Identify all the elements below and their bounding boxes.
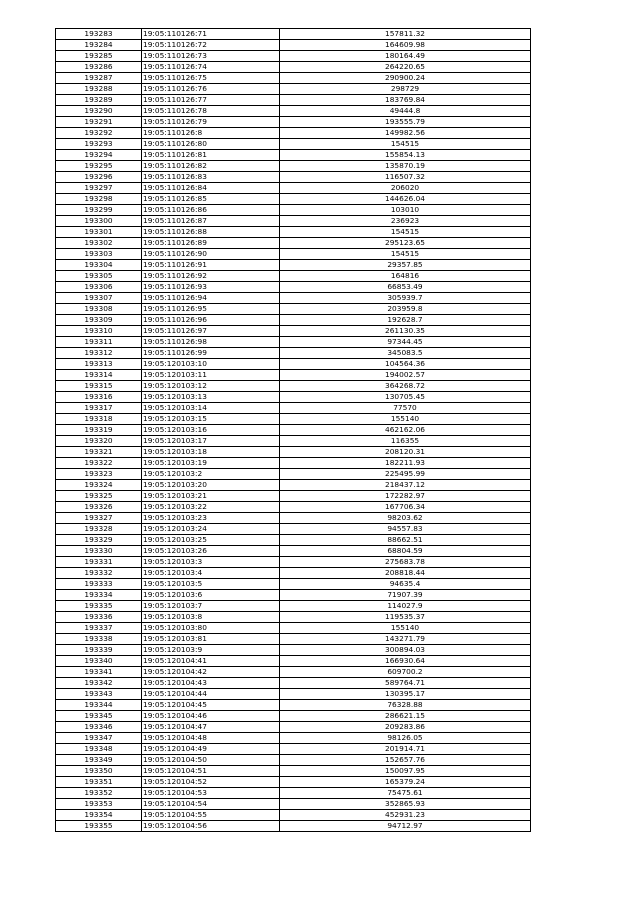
cadastral-number-cell: 19:05:120103:10	[142, 359, 280, 370]
cadastral-number-cell: 19:05:120103:13	[142, 392, 280, 403]
table-row	[56, 799, 531, 810]
value-cell: 135870.19	[280, 161, 531, 172]
value-cell: 94635.4	[280, 579, 531, 590]
cadastral-number-cell: 19:05:120104:54	[142, 799, 280, 810]
cadastral-number-cell: 19:05:110126:95	[142, 304, 280, 315]
table-row	[56, 249, 531, 260]
table-row	[56, 568, 531, 579]
cadastral-number-cell: 19:05:110126:82	[142, 161, 280, 172]
table-row	[56, 194, 531, 205]
cadastral-number-cell: 19:05:110126:91	[142, 260, 280, 271]
cadastral-number-cell: 19:05:120104:46	[142, 711, 280, 722]
cadastral-number-cell: 19:05:110126:96	[142, 315, 280, 326]
row-id-cell: 193334	[56, 590, 142, 601]
value-cell: 300894.03	[280, 645, 531, 656]
row-id-cell: 193296	[56, 172, 142, 183]
value-cell: 155854.13	[280, 150, 531, 161]
value-cell: 589764.71	[280, 678, 531, 689]
row-id-cell: 193293	[56, 139, 142, 150]
value-cell: 164609.98	[280, 40, 531, 51]
value-cell: 164816	[280, 271, 531, 282]
row-id-cell: 193338	[56, 634, 142, 645]
table-row	[56, 238, 531, 249]
value-cell: 130395.17	[280, 689, 531, 700]
value-cell: 206020	[280, 183, 531, 194]
cadastral-number-cell: 19:05:120103:18	[142, 447, 280, 458]
value-cell: 203959.8	[280, 304, 531, 315]
row-id-cell: 193348	[56, 744, 142, 755]
row-id-cell: 193305	[56, 271, 142, 282]
row-id-cell: 193304	[56, 260, 142, 271]
table-row	[56, 513, 531, 524]
table-row	[56, 689, 531, 700]
cadastral-number-cell: 19:05:120103:12	[142, 381, 280, 392]
row-id-cell: 193303	[56, 249, 142, 260]
table-row	[56, 590, 531, 601]
table-row	[56, 788, 531, 799]
table-row	[56, 392, 531, 403]
table-row	[56, 106, 531, 117]
table-row	[56, 150, 531, 161]
cadastral-number-cell: 19:05:120103:11	[142, 370, 280, 381]
value-cell: 154515	[280, 227, 531, 238]
cadastral-number-cell: 19:05:110126:8	[142, 128, 280, 139]
row-id-cell: 193340	[56, 656, 142, 667]
cadastral-number-cell: 19:05:110126:75	[142, 73, 280, 84]
value-cell: 305939.7	[280, 293, 531, 304]
value-cell: 208818.44	[280, 568, 531, 579]
table-row	[56, 348, 531, 359]
table-row	[56, 502, 531, 513]
table-row	[56, 656, 531, 667]
row-id-cell: 193353	[56, 799, 142, 810]
value-cell: 462162.06	[280, 425, 531, 436]
table-row	[56, 821, 531, 832]
row-id-cell: 193347	[56, 733, 142, 744]
row-id-cell: 193327	[56, 513, 142, 524]
value-cell: 182211.93	[280, 458, 531, 469]
table-row	[56, 766, 531, 777]
value-cell: 157811.32	[280, 29, 531, 40]
cadastral-number-cell: 19:05:110126:79	[142, 117, 280, 128]
value-cell: 103010	[280, 205, 531, 216]
row-id-cell: 193313	[56, 359, 142, 370]
value-cell: 154515	[280, 139, 531, 150]
value-cell: 130705.45	[280, 392, 531, 403]
table-row	[56, 315, 531, 326]
cadastral-number-cell: 19:05:110126:93	[142, 282, 280, 293]
cadastral-number-cell: 19:05:110126:94	[142, 293, 280, 304]
table-row	[56, 557, 531, 568]
value-cell: 298729	[280, 84, 531, 95]
cadastral-number-cell: 19:05:120104:53	[142, 788, 280, 799]
table-row	[56, 733, 531, 744]
value-cell: 183769.84	[280, 95, 531, 106]
table-row	[56, 546, 531, 557]
cadastral-number-cell: 19:05:110126:71	[142, 29, 280, 40]
table-row	[56, 623, 531, 634]
cadastral-number-cell: 19:05:120103:8	[142, 612, 280, 623]
row-id-cell: 193307	[56, 293, 142, 304]
value-cell: 75475.61	[280, 788, 531, 799]
cadastral-number-cell: 19:05:110126:72	[142, 40, 280, 51]
value-cell: 152657.76	[280, 755, 531, 766]
value-cell: 116355	[280, 436, 531, 447]
cadastral-number-cell: 19:05:120103:19	[142, 458, 280, 469]
value-cell: 261130.35	[280, 326, 531, 337]
data-table	[55, 28, 531, 832]
row-id-cell: 193333	[56, 579, 142, 590]
table-row	[56, 326, 531, 337]
table-row	[56, 447, 531, 458]
value-cell: 165379.24	[280, 777, 531, 788]
table-row	[56, 425, 531, 436]
row-id-cell: 193310	[56, 326, 142, 337]
table-row	[56, 227, 531, 238]
row-id-cell: 193322	[56, 458, 142, 469]
row-id-cell: 193311	[56, 337, 142, 348]
value-cell: 143271.79	[280, 634, 531, 645]
row-id-cell: 193287	[56, 73, 142, 84]
value-cell: 225495.99	[280, 469, 531, 480]
cadastral-number-cell: 19:05:110126:74	[142, 62, 280, 73]
value-cell: 264220.65	[280, 62, 531, 73]
cadastral-number-cell: 19:05:110126:83	[142, 172, 280, 183]
value-cell: 154515	[280, 249, 531, 260]
value-cell: 119535.37	[280, 612, 531, 623]
row-id-cell: 193300	[56, 216, 142, 227]
row-id-cell: 193316	[56, 392, 142, 403]
table-row	[56, 51, 531, 62]
value-cell: 29357.85	[280, 260, 531, 271]
value-cell: 66853.49	[280, 282, 531, 293]
row-id-cell: 193330	[56, 546, 142, 557]
table-row	[56, 601, 531, 612]
cadastral-number-cell: 19:05:120103:21	[142, 491, 280, 502]
value-cell: 155140	[280, 414, 531, 425]
row-id-cell: 193354	[56, 810, 142, 821]
value-cell: 209283.86	[280, 722, 531, 733]
table-row	[56, 359, 531, 370]
value-cell: 114027.9	[280, 601, 531, 612]
cadastral-number-cell: 19:05:120103:80	[142, 623, 280, 634]
value-cell: 452931.23	[280, 810, 531, 821]
cadastral-number-cell: 19:05:120104:41	[142, 656, 280, 667]
table-row	[56, 612, 531, 623]
cadastral-number-cell: 19:05:120103:15	[142, 414, 280, 425]
table-row	[56, 469, 531, 480]
value-cell: 609700.2	[280, 667, 531, 678]
value-cell: 208120.31	[280, 447, 531, 458]
table-row	[56, 84, 531, 95]
cadastral-number-cell: 19:05:110126:89	[142, 238, 280, 249]
cadastral-number-cell: 19:05:120104:50	[142, 755, 280, 766]
row-id-cell: 193289	[56, 95, 142, 106]
table-row	[56, 73, 531, 84]
value-cell: 98203.62	[280, 513, 531, 524]
cadastral-number-cell: 19:05:110126:88	[142, 227, 280, 238]
row-id-cell: 193342	[56, 678, 142, 689]
table-row	[56, 271, 531, 282]
row-id-cell: 193306	[56, 282, 142, 293]
table-row	[56, 128, 531, 139]
cadastral-number-cell: 19:05:120103:14	[142, 403, 280, 414]
row-id-cell: 193284	[56, 40, 142, 51]
row-id-cell: 193329	[56, 535, 142, 546]
cadastral-number-cell: 19:05:120104:47	[142, 722, 280, 733]
table-row	[56, 161, 531, 172]
cadastral-number-cell: 19:05:120104:52	[142, 777, 280, 788]
value-cell: 236923	[280, 216, 531, 227]
cadastral-number-cell: 19:05:120104:45	[142, 700, 280, 711]
table-row	[56, 40, 531, 51]
table-row	[56, 205, 531, 216]
table-row	[56, 524, 531, 535]
row-id-cell: 193288	[56, 84, 142, 95]
table-row	[56, 579, 531, 590]
table-row	[56, 744, 531, 755]
row-id-cell: 193324	[56, 480, 142, 491]
row-id-cell: 193299	[56, 205, 142, 216]
value-cell: 94712.97	[280, 821, 531, 832]
value-cell: 116507.32	[280, 172, 531, 183]
value-cell: 97344.45	[280, 337, 531, 348]
cadastral-number-cell: 19:05:110126:77	[142, 95, 280, 106]
value-cell: 286621.15	[280, 711, 531, 722]
value-cell: 194002.57	[280, 370, 531, 381]
cadastral-number-cell: 19:05:120103:17	[142, 436, 280, 447]
cadastral-number-cell: 19:05:120104:56	[142, 821, 280, 832]
cadastral-number-cell: 19:05:120103:7	[142, 601, 280, 612]
table-body	[56, 29, 531, 832]
table-row	[56, 337, 531, 348]
value-cell: 172282.97	[280, 491, 531, 502]
row-id-cell: 193325	[56, 491, 142, 502]
row-id-cell: 193349	[56, 755, 142, 766]
row-id-cell: 193294	[56, 150, 142, 161]
value-cell: 149982.56	[280, 128, 531, 139]
cadastral-number-cell: 19:05:120104:49	[142, 744, 280, 755]
cadastral-number-cell: 19:05:110126:98	[142, 337, 280, 348]
value-cell: 167706.34	[280, 502, 531, 513]
cadastral-number-cell: 19:05:120104:48	[142, 733, 280, 744]
cadastral-number-cell: 19:05:120103:81	[142, 634, 280, 645]
cadastral-number-cell: 19:05:120103:23	[142, 513, 280, 524]
row-id-cell: 193344	[56, 700, 142, 711]
row-id-cell: 193302	[56, 238, 142, 249]
row-id-cell: 193331	[56, 557, 142, 568]
value-cell: 201914.71	[280, 744, 531, 755]
table-row	[56, 139, 531, 150]
cadastral-number-cell: 19:05:120103:2	[142, 469, 280, 480]
value-cell: 364268.72	[280, 381, 531, 392]
value-cell: 193555.79	[280, 117, 531, 128]
table-row	[56, 436, 531, 447]
cadastral-number-cell: 19:05:120104:43	[142, 678, 280, 689]
value-cell: 275683.78	[280, 557, 531, 568]
row-id-cell: 193317	[56, 403, 142, 414]
row-id-cell: 193351	[56, 777, 142, 788]
row-id-cell: 193283	[56, 29, 142, 40]
value-cell: 144626.04	[280, 194, 531, 205]
cadastral-number-cell: 19:05:110126:86	[142, 205, 280, 216]
table-row	[56, 216, 531, 227]
cadastral-number-cell: 19:05:120103:22	[142, 502, 280, 513]
value-cell: 166930.64	[280, 656, 531, 667]
cadastral-number-cell: 19:05:120103:26	[142, 546, 280, 557]
cadastral-number-cell: 19:05:110126:76	[142, 84, 280, 95]
table-row	[56, 414, 531, 425]
row-id-cell: 193295	[56, 161, 142, 172]
row-id-cell: 193350	[56, 766, 142, 777]
cadastral-number-cell: 19:05:110126:81	[142, 150, 280, 161]
table-row	[56, 403, 531, 414]
table-row	[56, 282, 531, 293]
value-cell: 192628.7	[280, 315, 531, 326]
table-row	[56, 293, 531, 304]
table-row	[56, 722, 531, 733]
table-row	[56, 29, 531, 40]
table-row	[56, 370, 531, 381]
row-id-cell: 193312	[56, 348, 142, 359]
cadastral-number-cell: 19:05:110126:73	[142, 51, 280, 62]
row-id-cell: 193309	[56, 315, 142, 326]
cadastral-number-cell: 19:05:110126:87	[142, 216, 280, 227]
row-id-cell: 193326	[56, 502, 142, 513]
value-cell: 345083.5	[280, 348, 531, 359]
cadastral-number-cell: 19:05:120103:3	[142, 557, 280, 568]
table-row	[56, 535, 531, 546]
table-row	[56, 777, 531, 788]
row-id-cell: 193321	[56, 447, 142, 458]
table-row	[56, 755, 531, 766]
value-cell: 290900.24	[280, 73, 531, 84]
table-row	[56, 667, 531, 678]
table-row	[56, 62, 531, 73]
row-id-cell: 193323	[56, 469, 142, 480]
table-row	[56, 304, 531, 315]
row-id-cell: 193335	[56, 601, 142, 612]
cadastral-number-cell: 19:05:110126:84	[142, 183, 280, 194]
cadastral-number-cell: 19:05:120103:16	[142, 425, 280, 436]
cadastral-number-cell: 19:05:120104:51	[142, 766, 280, 777]
value-cell: 104564.36	[280, 359, 531, 370]
table-row	[56, 381, 531, 392]
value-cell: 98126.05	[280, 733, 531, 744]
cadastral-number-cell: 19:05:110126:97	[142, 326, 280, 337]
cadastral-number-cell: 19:05:120103:9	[142, 645, 280, 656]
table-row	[56, 678, 531, 689]
table-row	[56, 700, 531, 711]
row-id-cell: 193291	[56, 117, 142, 128]
row-id-cell: 193297	[56, 183, 142, 194]
table-row	[56, 480, 531, 491]
table-row	[56, 458, 531, 469]
cadastral-number-cell: 19:05:120104:42	[142, 667, 280, 678]
cadastral-number-cell: 19:05:110126:85	[142, 194, 280, 205]
value-cell: 94557.83	[280, 524, 531, 535]
cadastral-number-cell: 19:05:110126:78	[142, 106, 280, 117]
table-row	[56, 810, 531, 821]
value-cell: 77570	[280, 403, 531, 414]
row-id-cell: 193346	[56, 722, 142, 733]
row-id-cell: 193314	[56, 370, 142, 381]
value-cell: 180164.49	[280, 51, 531, 62]
cadastral-number-cell: 19:05:120103:25	[142, 535, 280, 546]
row-id-cell: 193320	[56, 436, 142, 447]
value-cell: 295123.65	[280, 238, 531, 249]
row-id-cell: 193315	[56, 381, 142, 392]
cadastral-number-cell: 19:05:120103:6	[142, 590, 280, 601]
cadastral-number-cell: 19:05:110126:99	[142, 348, 280, 359]
row-id-cell: 193352	[56, 788, 142, 799]
row-id-cell: 193308	[56, 304, 142, 315]
cadastral-number-cell: 19:05:110126:92	[142, 271, 280, 282]
cadastral-number-cell: 19:05:120103:24	[142, 524, 280, 535]
row-id-cell: 193319	[56, 425, 142, 436]
table-row	[56, 172, 531, 183]
row-id-cell: 193332	[56, 568, 142, 579]
row-id-cell: 193339	[56, 645, 142, 656]
table-row	[56, 260, 531, 271]
value-cell: 218437.12	[280, 480, 531, 491]
cadastral-number-cell: 19:05:110126:80	[142, 139, 280, 150]
cadastral-number-cell: 19:05:120104:55	[142, 810, 280, 821]
table-row	[56, 95, 531, 106]
cadastral-number-cell: 19:05:110126:90	[142, 249, 280, 260]
cadastral-number-cell: 19:05:120103:20	[142, 480, 280, 491]
row-id-cell: 193285	[56, 51, 142, 62]
table-row	[56, 711, 531, 722]
value-cell: 88662.51	[280, 535, 531, 546]
table-row	[56, 645, 531, 656]
cadastral-number-cell: 19:05:120103:5	[142, 579, 280, 590]
table-row	[56, 491, 531, 502]
cadastral-number-cell: 19:05:120103:4	[142, 568, 280, 579]
cadastral-number-cell: 19:05:120104:44	[142, 689, 280, 700]
table-row	[56, 634, 531, 645]
value-cell: 76328.88	[280, 700, 531, 711]
value-cell: 68804.59	[280, 546, 531, 557]
value-cell: 71907.39	[280, 590, 531, 601]
value-cell: 155140	[280, 623, 531, 634]
value-cell: 150097.95	[280, 766, 531, 777]
row-id-cell: 193298	[56, 194, 142, 205]
row-id-cell: 193345	[56, 711, 142, 722]
value-cell: 49444.8	[280, 106, 531, 117]
table-row	[56, 117, 531, 128]
row-id-cell: 193336	[56, 612, 142, 623]
row-id-cell: 193355	[56, 821, 142, 832]
row-id-cell: 193318	[56, 414, 142, 425]
value-cell: 352865.93	[280, 799, 531, 810]
row-id-cell: 193343	[56, 689, 142, 700]
row-id-cell: 193328	[56, 524, 142, 535]
row-id-cell: 193337	[56, 623, 142, 634]
table-row	[56, 183, 531, 194]
row-id-cell: 193286	[56, 62, 142, 73]
row-id-cell: 193290	[56, 106, 142, 117]
row-id-cell: 193301	[56, 227, 142, 238]
row-id-cell: 193292	[56, 128, 142, 139]
row-id-cell: 193341	[56, 667, 142, 678]
